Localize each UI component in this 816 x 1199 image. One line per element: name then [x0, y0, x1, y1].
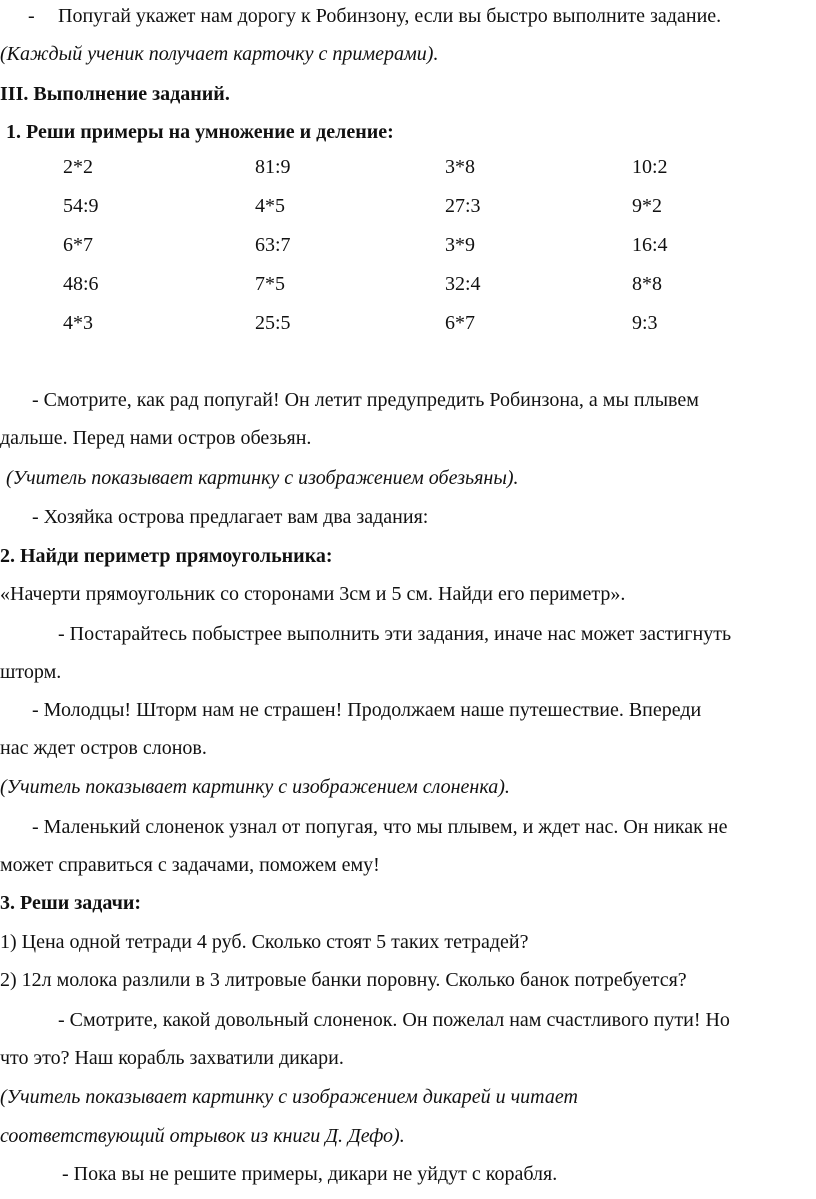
paragraph-happy-elephant: - Смотрите, какой довольный слоненок. Он пожелал нам счастливого пути! Но [58, 1009, 730, 1031]
paragraph-storm: шторм. [0, 661, 62, 683]
example-cell: 25:5 [255, 312, 291, 334]
example-cell: 10:2 [632, 156, 668, 178]
example-cell: 16:4 [632, 234, 668, 256]
example-cell: 3*9 [445, 234, 475, 256]
example-cell: 9*2 [632, 195, 662, 217]
task-3-heading: 3. Реши задачи: [0, 892, 142, 914]
problem-1: 1) Цена одной тетради 4 руб. Сколько стоят 5 таких тетрадей? [0, 931, 529, 953]
note-monkey: (Учитель показывает картинку с изображением обезьяны). [6, 467, 519, 489]
paragraph-little-elephant: - Маленький слоненок узнал от попугая, что мы плывем, и ждет нас. Он никак не [32, 816, 728, 838]
paragraph-monkey-island: дальше. Перед нами остров обезьян. [0, 427, 312, 449]
paragraph-savages: что это? Наш корабль захватили дикари. [0, 1047, 344, 1069]
paragraph-parrot-glad: - Смотрите, как рад попугай! Он летит предупредить Робинзона, а мы плывем [32, 389, 699, 411]
task-1-heading: 1. Реши примеры на умножение и деление: [6, 121, 394, 143]
paragraph-solve-examples: - Пока вы не решите примеры, дикари не уйдут с корабля. [62, 1163, 558, 1185]
task-2-heading: 2. Найди периметр прямоугольника: [0, 545, 333, 567]
paragraph-elephant-island: нас ждет остров слонов. [0, 737, 207, 759]
example-cell: 4*3 [63, 312, 93, 334]
example-cell: 8*8 [632, 273, 662, 295]
example-cell: 81:9 [255, 156, 291, 178]
example-cell: 3*8 [445, 156, 475, 178]
paragraph-hurry: - Постарайтесь побыстрее выполнить эти задания, иначе нас может застигнуть [58, 623, 732, 645]
note-elephant: (Учитель показывает картинку с изображением слоненка). [0, 776, 510, 798]
example-cell: 27:3 [445, 195, 481, 217]
list-dash: - [28, 5, 35, 27]
example-cell: 9:3 [632, 312, 658, 334]
paragraph-parrot: Попугай укажет нам дорогу к Робинзону, если вы быстро выполните задание. [58, 5, 722, 27]
paragraph-two-tasks: - Хозяйка острова предлагает вам два задания: [32, 506, 429, 528]
note-savages: (Учитель показывает картинку с изображением дикарей и читает [0, 1086, 578, 1108]
example-cell: 4*5 [255, 195, 285, 217]
example-cell: 7*5 [255, 273, 285, 295]
task-2-text: «Начерти прямоугольник со сторонами 3см и 5 см. Найди его периметр». [0, 583, 626, 605]
note-defoe: соответствующий отрывок из книги Д. Дефо). [0, 1125, 405, 1147]
example-cell: 6*7 [63, 234, 93, 256]
section-heading: III. Выполнение заданий. [0, 83, 230, 105]
example-cell: 48:6 [63, 273, 99, 295]
note-cards: (Каждый ученик получает карточку с примерами). [0, 43, 439, 65]
example-cell: 54:9 [63, 195, 99, 217]
paragraph-help: может справиться с задачами, поможем ему! [0, 854, 380, 876]
problem-2: 2) 12л молока разлили в 3 литровые банки поровну. Сколько банок потребуется? [0, 969, 687, 991]
example-cell: 63:7 [255, 234, 291, 256]
example-cell: 32:4 [445, 273, 481, 295]
paragraph-well-done: - Молодцы! Шторм нам не страшен! Продолжаем наше путешествие. Впереди [32, 699, 702, 721]
example-cell: 2*2 [63, 156, 93, 178]
example-cell: 6*7 [445, 312, 475, 334]
